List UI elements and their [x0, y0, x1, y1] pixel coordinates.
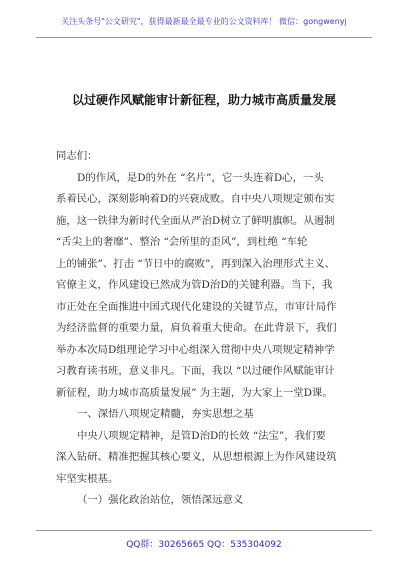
- header-divider: [36, 37, 372, 38]
- footer-contact: QQ群：30265665 QQ：535304092: [126, 540, 282, 550]
- body-line: 系着民心，深刻影响着D的兴衰成败。自中央八项规定颁布实: [56, 193, 335, 205]
- body-line: 上的铺张”、打击 “节日中的腐败”，再到深入治理形式主义、: [56, 257, 336, 270]
- body-line: 为经济监督的重要力量，肩负着重大使命。在此背景下，我们: [56, 322, 337, 334]
- body-line: 习教育读书班，意义非凡。下面，我以 “以过硬作风赋能审计: [56, 365, 335, 377]
- header-note: 关注头条号"公文研究"，获得最新最全最专业的公文资料库！ 微信：gongwenyj: [61, 17, 347, 26]
- body-line: 新征程，助力城市高质量发展” 为主题，为大家上一堂D课。: [56, 386, 333, 399]
- body-line: 官僚主义，作风建设已然成为管D治D的关键利器。当下，我: [56, 279, 333, 291]
- body-line: 牢坚实根基。: [56, 472, 119, 485]
- document-body: [56, 146, 368, 512]
- body-line: 市正处在全面推进中国式现代化建设的关键节点，市审计局作: [56, 300, 337, 313]
- body-line: D的作风，是D的外在 “名片”，它一头连着D心，一头: [77, 171, 324, 184]
- section-heading: 一、深悟八项规定精髓，夯实思想之基: [77, 408, 254, 420]
- body-line: 施，这一铁律为新时代全面从严治D树立了鲜明旗帜。从遏制: [56, 214, 335, 227]
- body-line: 深入钻研、精准把握其核心要义，从思想根源上为作风建设筑: [56, 451, 337, 463]
- body-line: 中央八项规定精神，是管D治D的长效 “法宝”，我们要: [77, 429, 326, 442]
- salutation: 同志们：: [56, 150, 98, 162]
- body-line: “舌尖上的奢靡”、整治 “会所里的歪风”，到杜绝 “车轮: [56, 236, 308, 248]
- subsection-heading: （一）强化政治站位，领悟深远意义: [77, 494, 244, 506]
- body-line: 举办本次局D组理论学习中心组深入贯彻中央八项规定精神学: [56, 343, 335, 356]
- document-title: 以过硬作风赋能审计新征程，助力城市高质量发展: [71, 93, 336, 107]
- footer-divider: [36, 530, 372, 531]
